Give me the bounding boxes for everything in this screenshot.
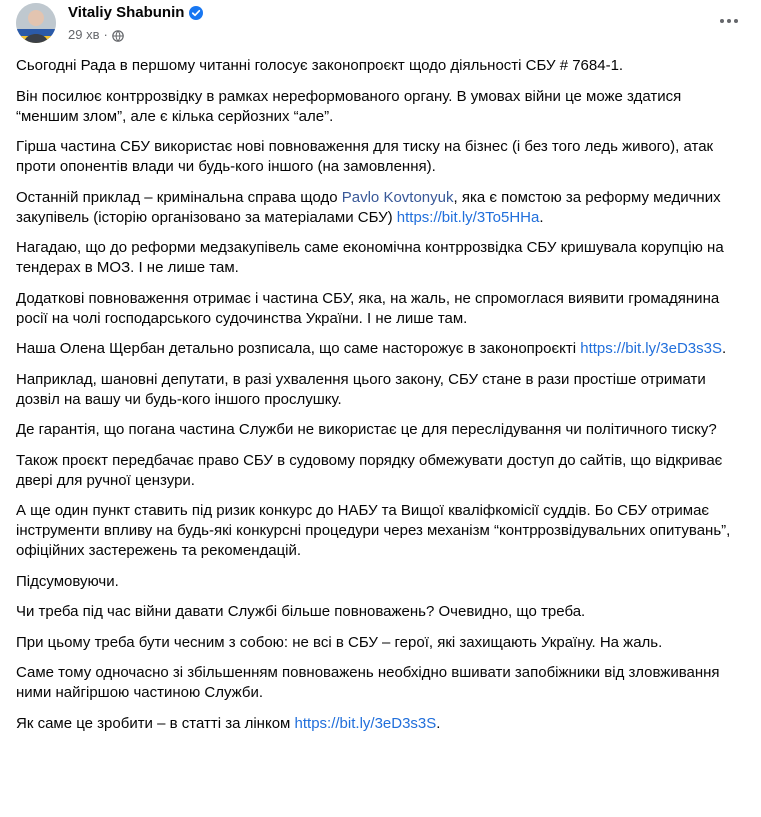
paragraph: При цьому треба бути чесним з собою: не всі в СБУ – герої, які захищають Україну. На жаль. <box>16 633 663 651</box>
paragraph: А ще один пункт ставить під ризик конкурс до НАБУ та Вищої кваліфкомісії суддів. Бо СБУ отримає інструменти впливу на будь-які конкурсні процедури через механізм “контррозвідувальних опитувань”, офіційних застережень та рекомендацій. <box>16 502 731 559</box>
separator: · <box>103 27 108 42</box>
paragraph: Нагадаю, що до реформи медзакупівель саме економічна контррозвідка СБУ кришувала корупцію на тендерах в МОЗ. І не лише там. <box>16 239 724 276</box>
url-link[interactable]: https://bit.ly/3eD3s3S <box>294 714 437 732</box>
paragraph <box>16 188 740 228</box>
post-body <box>16 56 740 744</box>
post-timestamp[interactable]: 29 хв <box>68 27 100 42</box>
paragraph: Де гарантія, що погана частина Служби не використає це для переслідування чи політичного тиску? <box>16 421 717 438</box>
text: . <box>722 340 727 357</box>
verified-badge-icon <box>189 6 203 20</box>
text: . <box>539 208 544 226</box>
paragraph: Наприклад, шановні депутати, в разі ухвалення цього закону, СБУ стане в рази простіше отримати дозвіл на вашу чи будь-кого іншого прослушку. <box>16 370 706 408</box>
paragraph: Чи треба під час війни давати Службі більше повноважень? Очевидно, що треба. <box>16 603 586 620</box>
url-link[interactable]: https://bit.ly/3eD3s3S <box>580 340 722 357</box>
mention-link[interactable]: Pavlo Kovtonyuk <box>341 188 454 206</box>
text: Як саме це зробити – в статті за лінком <box>16 714 295 732</box>
url-link[interactable]: https://bit.ly/3To5HHa <box>396 208 540 226</box>
paragraph: Саме тому одночасно зі збільшенням повноважень необхідно вшивати запобіжники від зловживання ними найгіршою частиною Служби. <box>16 664 720 701</box>
post-meta <box>68 3 203 44</box>
text: Наша Олена Щербан детально розписала, що саме насторожує в законопроєкті <box>16 340 581 357</box>
paragraph: Також проєкт передбачає право СБУ в судовому порядку обмежувати доступ до сайтів, що відкриває двері для ручної цензури. <box>16 451 723 489</box>
globe-icon[interactable] <box>112 29 124 41</box>
paragraph <box>16 339 740 359</box>
text: . <box>436 714 441 732</box>
text: , яка є помстою за реформу медичних закупівель (історію організовано за матеріалами СБУ) <box>16 188 721 226</box>
paragraph: Додаткові повноваження отримає і частина СБУ, яка, на жаль, не спромоглася виявити громадянина росії на чолі господарського судочинства України. І не лише там. <box>16 289 720 327</box>
author-name[interactable]: Vitaliy Shabunin <box>68 4 185 21</box>
paragraph: Сьогодні Рада в першому читанні голосує законопроєкт щодо діяльності СБУ # 7684-1. <box>16 57 624 74</box>
paragraph: Він посилює контррозвідку в рамках нереформованого органу. В умовах війни це може здатися “меншим злом”, але є кілька серйозних “але”. <box>16 87 682 125</box>
paragraph: Гірша частина СБУ використає нові повноваження для тиску на бізнес (і без того ледь живого), атак проти опонентів влади чи будь-кого іншого (на замовлення). <box>16 138 714 175</box>
paragraph: Підсумовуючи. <box>16 572 119 590</box>
paragraph <box>16 714 740 734</box>
more-options-icon[interactable] <box>713 7 745 35</box>
text: Останній приклад – кримінальна справа щодо <box>16 188 342 206</box>
avatar[interactable] <box>16 3 56 43</box>
post-header <box>16 3 745 47</box>
